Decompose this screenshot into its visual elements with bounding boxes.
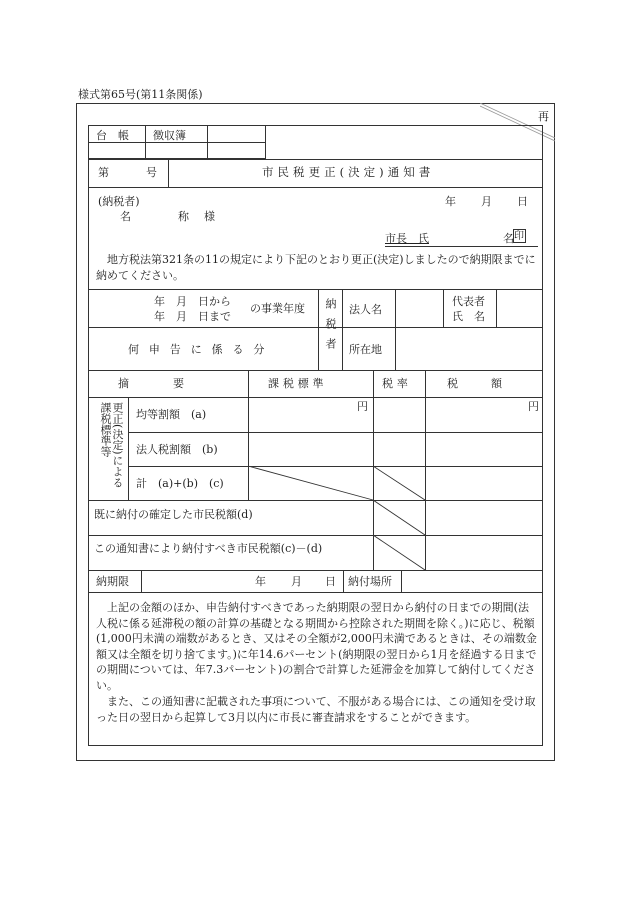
row-corp: 法人税割額 (b) [136,443,218,456]
date-day: 日 [517,195,528,208]
seal-mark: 印 [514,231,524,242]
mayor-label: 市長 氏 [385,232,429,245]
taxpayer-label: (納税者) [98,195,140,208]
payment-place-label: 納付場所 [348,575,392,588]
taxpayer-box-label: 納税者 [324,298,337,358]
ledger-value: 徴収簿 [153,129,186,142]
number-go: 号 [146,166,157,179]
side-label: 更正(決定)による課税標準等 [99,402,124,488]
corner-mark: 再 [538,110,549,123]
date-month: 月 [481,195,492,208]
sama-label: 様 [204,210,215,223]
row-equal: 均等割額 (a) [136,408,207,421]
yen-base: 円 [357,400,368,413]
notice-title: 市民税更正(決定)通知書 [262,165,435,179]
date-year: 年 [445,195,456,208]
footer-paragraph-2: また、この通知書に記載された事項について、不服がある場合には、この通知を受け取った日の翌日から起算して3月以内に市長に審査請求をすることができます。 [96,695,536,724]
header-summary: 摘 要 [118,377,184,390]
header-rate: 税率 [382,377,412,390]
notice-text: 地方税法第321条の11の規定により下記のとおり更正(決定)しましたので納期限までに納めてください。 [96,253,536,282]
yen-amount: 円 [528,400,539,413]
corp-name-label: 法人名 [349,303,382,316]
period-to: 年 月 日まで [154,310,231,323]
shou-label: 称 [178,210,189,223]
row-due: この通知書により納付すべき市民税額(c)－(d) [94,542,323,555]
row-paid: 既に納付の確定した市民税額(d) [94,508,253,521]
header-amount: 税 額 [447,377,502,390]
footer-paragraph-1: 上記の金額のほか、申告納付すべきであった納期限の翌日から納付の日までの期間(法人税に係る延滞税の額の計算の基礎となる期間から控除された期間を除く。)に応じ、税額(1,000円未満の端数があるとき、又はその全額が2,000円未満であるときは、その端数金額又は全額を切り捨てます。)に年14.6パーセント(納期限の翌日から1月を経過する日までの期間については、年7.3パーセント)の割合で計算した延滞金を加算して納付してください。 [96,601,537,692]
form-label: 様式第65号(第11条関係) [78,88,203,101]
deadline-label: 納期限 [96,575,129,588]
row-total: 計 (a)+(b) (c) [136,477,224,490]
rep-label-1: 代表者 [452,295,485,308]
header-base: 課税標準 [268,377,328,390]
mayor-mei: 名 [503,232,514,245]
deadline-year: 年 [255,575,266,588]
period-from: 年 月 日から [154,295,231,308]
number-dai: 第 [98,166,109,179]
name-label: 名 [120,210,131,223]
ledger-label: 台 帳 [96,129,129,142]
deadline-day: 日 [325,575,336,588]
rep-label-2: 氏 名 [452,310,485,323]
filing-label: 何申告に係る分 [128,343,275,356]
deadline-month: 月 [291,575,302,588]
period-suffix: の事業年度 [250,302,305,315]
address-label: 所在地 [349,343,382,356]
